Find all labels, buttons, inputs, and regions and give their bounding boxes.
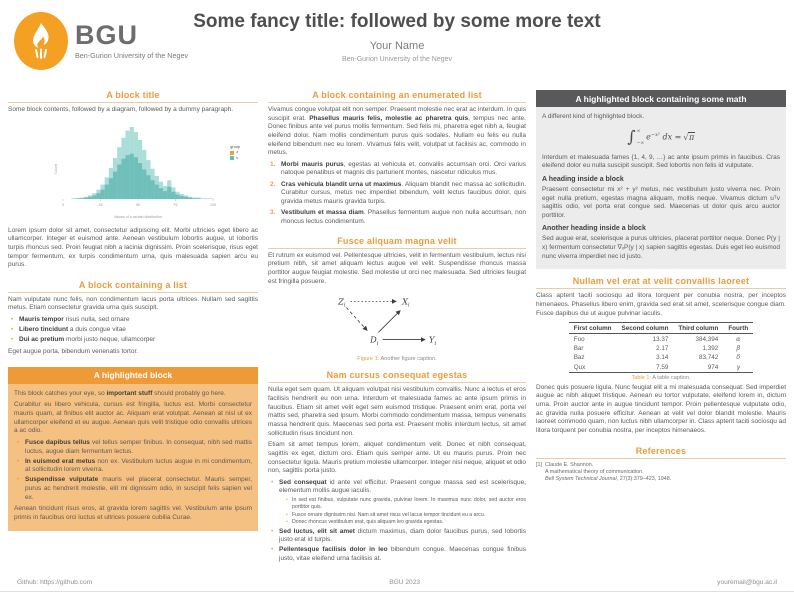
references-block (536, 446, 786, 484)
logo-abbr: BGU (75, 20, 138, 50)
svg-text:50: 50 (136, 202, 140, 207)
poster-header (0, 0, 794, 88)
logo-org-name: Ben-Gurion University of the Negev (75, 51, 189, 60)
block-enumerated-list (268, 90, 526, 229)
causal-diagram (317, 290, 477, 352)
table-caption: Table 1: A table caption. (631, 374, 691, 381)
list-item: • Dui ac pretium morbi justo neque, ullamcorper (10, 336, 258, 345)
enumerated-list (270, 161, 526, 226)
left-column (8, 90, 258, 573)
paragraph: Curabitur eu libero vehicula, cursus est fringilla, luctus est. Morbi consectetur mauris quam, at finibus elit auctor ac. Aliquam erat volutpat. Aenean at nisl ut ex ullamcorper eleifend et eu augue. Aenean quis velit tristique odio convallis ultrices a ac odio. (14, 401, 252, 435)
arrow-d-to-x (378, 311, 400, 333)
svg-text:25: 25 (98, 202, 103, 207)
block-subheading: A heading inside a block (542, 175, 624, 183)
block-table (536, 276, 786, 438)
paragraph: Some block contents, followed by a diagram, followed by a dummy paragraph. (8, 106, 234, 113)
paragraph: Etiam sit amet tempus lorem, aliquet condimentum velit. Donec et nibh consequat, sagittis ex eget, dictum orci. Etiam quis semper ante. Ut eu mauris purus. Proin nec consectetur ligula. Mauris pretium molestie ullamcorper. Integer nisi neque, aliquet et odio non, sagittis porta justo. (268, 441, 526, 475)
legend-label: a (236, 150, 239, 155)
column-header: Second column (617, 323, 674, 334)
list-item: • Mauris tempor risus nulla, sed ornare (10, 316, 258, 325)
paragraph: Vivamus congue volutpat elit non semper. Praesent molestie nec erat ac interdum. In quis suscipit erat. Phasellus mauris felis, molestie ac pharetra quis, tempus nec ante. Donec finibus ante vel purus mollis fermentum. Sed felis mi, pharetra eget nibh a, feugiat eleifend dolor. Nam mollis condimentum purus quis sodales. Nullam eu felis eu nulla eleifend bibendum nec eu lorem. Vivamus felis velit, volutpat ut facilisis ac, commodo in metus. (268, 106, 526, 157)
list-item: 1. Morbi mauris purus, egestas at vehicula et, convallis accumsan orci. Orci varius natoque penatibus et magnis dis parturient montes, nascetur ridiculus mus. (270, 160, 527, 177)
block-heading: A block containing a list (78, 279, 188, 290)
column-header: First column (569, 323, 617, 334)
paragraph: Praesent consectetur mi x² + y² metus, nec vestibulum justo viverra nec. Proin eget nulla pretium, egestas magna aliquam, mollis neque. Vivamus dictum uᵀv sagittis odio, vel porta erat congue sed. Maecenas ut dolor quis arcu auctor porttitor. (542, 185, 780, 219)
arrow-z-to-d-dashed (346, 308, 367, 331)
heading-rule (536, 458, 786, 459)
block-heading: Nam cursus consequat egestas (326, 370, 468, 381)
svg-text:75: 75 (173, 202, 178, 207)
svg-text:0: 0 (62, 202, 64, 207)
block-nam-cursus (268, 370, 526, 565)
paragraph: Interdum et malesuada fames {1, 4, 9, …} ac ante ipsum primis in faucibus. Cras eleifend dolor eu nulla suscipit suscipit. Sed lobortis non felis id vulputate. (542, 153, 780, 170)
heading-rule (8, 102, 258, 103)
node-x: $X_i$ (402, 296, 410, 309)
footer-email: youremail@bgu.ac.il (717, 579, 777, 586)
table-row: Foo 13.37 384,394 α (573, 335, 741, 343)
paragraph: Class aptent taciti sociosqu ad litora torquent per conubia nostra, per inceptos himenaeos. Phasellus libero enim, gravida sed erat sit amet, scelerisque congue diam. Fusce dapibus dui ut augue pulvinar iaculis. (536, 292, 786, 317)
legend-swatch-teal (230, 156, 234, 160)
x-axis-label: Values of a certain distribution (114, 214, 162, 219)
paragraph: A different kind of highlighted block. (542, 113, 645, 120)
table-row: Qux 7.59 974 γ (569, 362, 754, 372)
block-heading: Fusce aliquam magna velit (337, 235, 457, 246)
middle-column (268, 90, 526, 573)
legend-entry (230, 156, 240, 161)
list-item: • Suspendisse vulputate mauris vel placerat consectetur. Mauris semper, purus ac hendrerit molestie, elit mi dignissim odio, in suscipit felis sapien vel ex. (16, 476, 252, 502)
list-item: • Sed luctus, elit sit amet dictum maximus, diam dolor faucibus purus, sed lobortis justo erat id turpis. (270, 528, 526, 545)
block-heading: References (635, 445, 687, 456)
histogram-chart (35, 119, 231, 223)
block-fusce-aliquam (268, 236, 526, 364)
node-z: $Z_i$ (338, 296, 346, 309)
math-block-body (536, 107, 786, 269)
footer-github: Github: https://github.com (17, 579, 93, 586)
paragraph: Lorem ipsum dolor sit amet, consectetur adipiscing elit. Morbi ultricies eget libero ac ullamcorper. Integer et euismod ante. Aenean vestibulum lobortis augue, ut lobortis turpis rhoncus sed. Proin feugiat nibh a lacinia dignissim. Proin scelerisque, risus eget tempor fermentum, ex turpis condimentum urna, quis malesuada sapien arcu eu purus. (8, 226, 258, 269)
highlighted-block-heading: A highlighted block (8, 367, 258, 384)
list-item: 3. Vestibulum et massa diam. Phasellus fermentum augue non nulla accumsan, non rhoncus lectus condimentum. (270, 209, 526, 225)
column-header: Fourth (723, 323, 753, 334)
legend-title: group (230, 144, 240, 149)
y-axis-label: Count (54, 163, 58, 174)
paragraph: Nulla eget sem quam. Ut aliquam volutpat nisi vestibulum convallis. Nunc a lectus et eros facilisis hendrerit eu non urna. Interdum et malesuada fames ac ante ipsum primis in faucibus. Etiam sit amet velit eget sem euismod tristique. Praesent enim erat, porta vel mattis sed, pharetra sed ipsum. Morbi commodo condimentum massa, tempus venenatis massa hendrerit quis. Maecenas sed porta est. Praesent mollis interdum lectus, sit amet sollicitudin risus tincidunt non. (268, 386, 526, 437)
poster-footer (0, 576, 794, 592)
footer-center: BGU 2023 (389, 579, 421, 586)
histogram-figure (8, 119, 258, 223)
table-header-row (569, 323, 754, 334)
list-item: • Fusce dapibus tellus vel tellus semper finibus. In consequat, nibh sed mattis luctus, augue diam fermentum lectus. (16, 439, 252, 456)
poster-body (0, 88, 794, 576)
bgu-emblem-icon (14, 12, 68, 70)
legend-label: b (236, 155, 239, 160)
paragraph: Eget augue porta, bibendum venenatis tortor. (8, 348, 139, 356)
node-y: $Y_i$ (429, 335, 437, 348)
math-highlighted-block (536, 90, 786, 269)
paragraph: This block catches your eye, so important stuff should probably go here. (14, 389, 226, 397)
sub-list-item: • Fusce ornare dignissim nisi. Nam sit amet risus vel lacus tempor tincidunt eu a arcu. (285, 512, 526, 519)
paragraph: Nam vulputate nunc felis, non condimentum lacus porta ultrices. Nullam sed sagittis metus. Etiam consectetur gravida urna quis suscipit. (8, 295, 258, 312)
reference-number: [1] (536, 461, 542, 468)
heading-rule (268, 382, 526, 383)
block-heading: A block title (106, 90, 160, 100)
list-item: 2. Cras vehicula blandit urna ut maximus. Aliquam blandit nec massa ac sollicitudin. Curabitur cursus, metus nec imperdiet bibendum, velit lectus faucibus dolor, quis gravida metus mauris gravida turpis. (270, 180, 527, 205)
bullet-list (270, 479, 526, 564)
highlighted-block-body (8, 384, 258, 531)
bullet-list (10, 316, 258, 345)
nested-bullet-list (285, 497, 526, 526)
list-item: • Sed consequat id ante vel efficitur. Praesent congue massa sed est scelerisque, elementum mollis augue iaculis. • In sed est finibus, vulputate nunc gravida, pulvinar lorem. In maximus nunc dolor, sed auctor eros porttitor quis. • Fusce ornare dignissim nisi. Nam sit amet risus vel lacus tempor tincidunt eu a arcu. • Donec rhoncus vestibulum erat, quis aliquam leo gravida egestas. (270, 479, 526, 526)
legend-swatch-orange (230, 151, 234, 155)
poster-author: Your Name (369, 39, 425, 52)
chart-legend (230, 145, 240, 161)
poster-affiliation: Ben-Gurion University of the Negev (341, 55, 453, 63)
heading-rule (536, 288, 786, 289)
list-item: • In euismod erat metus non ex. Vestibulum luctus augue in mi condimentum, at sollicitudin lorem viverra. (16, 458, 252, 475)
heading-rule (8, 292, 258, 293)
reference-entry (536, 462, 786, 484)
university-logo (14, 12, 188, 70)
poster-title: Some fancy title: followed by some more text (193, 11, 601, 32)
paragraph: Sed augue erat, scelerisque a purus ultricies, placerat porttitor neque. Donec P(y | x) fermentum consectetur ∇ₓP(y | x) sapien sagittis egestas. Duis eget leo euismod nunc viverra imperdiet nec id justo. (542, 235, 780, 260)
integral-formula: ∫ ∞ −∞ $e^{-x^2}$ dx = √ π (627, 127, 695, 147)
column-header: Third column (673, 323, 723, 334)
paragraph: Et rutrum ex euismod vel. Pellentesque ultricies, velit in fermentum vestibulum, lectus nisi pretium nibh, sit amet aliquam lectus augue vel velit. Suspendisse rhoncus massa porttitor augue feugiat molestie. Sed molestie ut orci nec malesuada. Sed ultricies feugiat est fringilla posuere. (268, 251, 526, 285)
block-heading: Nullam vel erat at velit convallis laoreet (572, 276, 750, 287)
block-a-block-title (8, 90, 258, 273)
bullet-list (16, 439, 252, 502)
list-item: • Pellentesque facilisis dolor in leo bibendum congue. Maecenas congue finibus justo, vitae eleifend urna facilisis at. (270, 546, 526, 563)
heading-rule (268, 248, 526, 249)
svg-text:100: 100 (210, 202, 216, 207)
math-block-heading: A highlighted block containing some math (536, 90, 786, 107)
paragraph: Aenean tincidunt risus eros, at gravida lorem sagittis vel. Vestibulum ante ipsum primis in faucibus orci luctus et ultrices posuere cubilia Curae. (14, 505, 252, 522)
highlighted-block (8, 367, 258, 531)
data-table (569, 322, 754, 373)
paragraph: Donec quis posuere ligula. Nunc feugiat elit a mi malesuada consequat. Sed imperdiet augue ac nibh aliquet tristique. Aenean eu tortor vulputate, eleifend lorem in, dictum urna. Proin auctor ante in augue tincidunt tempor. Proin pellentesque vulputate odio, ac gravida nulla posuere efficitur. Aenean at velit vel dolor blandit molestie. Mauris laoreet commodo quam, non luctus nibh ullamcorper in. Class aptent taciti sociosqu ad litora torquent per conubia nostra, per inceptos himenaeos. (536, 383, 786, 435)
block-containing-a-list (8, 280, 258, 360)
reference-text: Claude E. Shannon. A mathematical theory of communication. Bell System Technical Journal, 27(3):379–423, 1948. (545, 461, 672, 483)
table-row: Baz 3.14 83,742 δ (573, 354, 741, 362)
table-row: Bar 2.17 1,392 β (573, 344, 741, 352)
sub-list-item: • Donec rhoncus vestibulum erat, quis aliquam leo gravida egestas. (285, 519, 526, 526)
node-d: $D_i$ (370, 335, 379, 348)
figure-caption: Figure 1: Another figure caption. (357, 356, 437, 363)
list-item: • Libero tincidunt a duis congue vitae (10, 326, 258, 335)
heading-rule (268, 102, 526, 103)
block-subheading: Another heading inside a block (542, 225, 646, 233)
right-column (536, 90, 786, 573)
block-heading: A block containing an enumerated list (312, 90, 482, 100)
causal-diagram-figure (268, 290, 526, 352)
sub-list-item: • In sed est finibus, vulputate nunc gravida, pulvinar lorem. In maximus nunc dolor, sed auctor eros porttitor quis. (285, 497, 526, 511)
